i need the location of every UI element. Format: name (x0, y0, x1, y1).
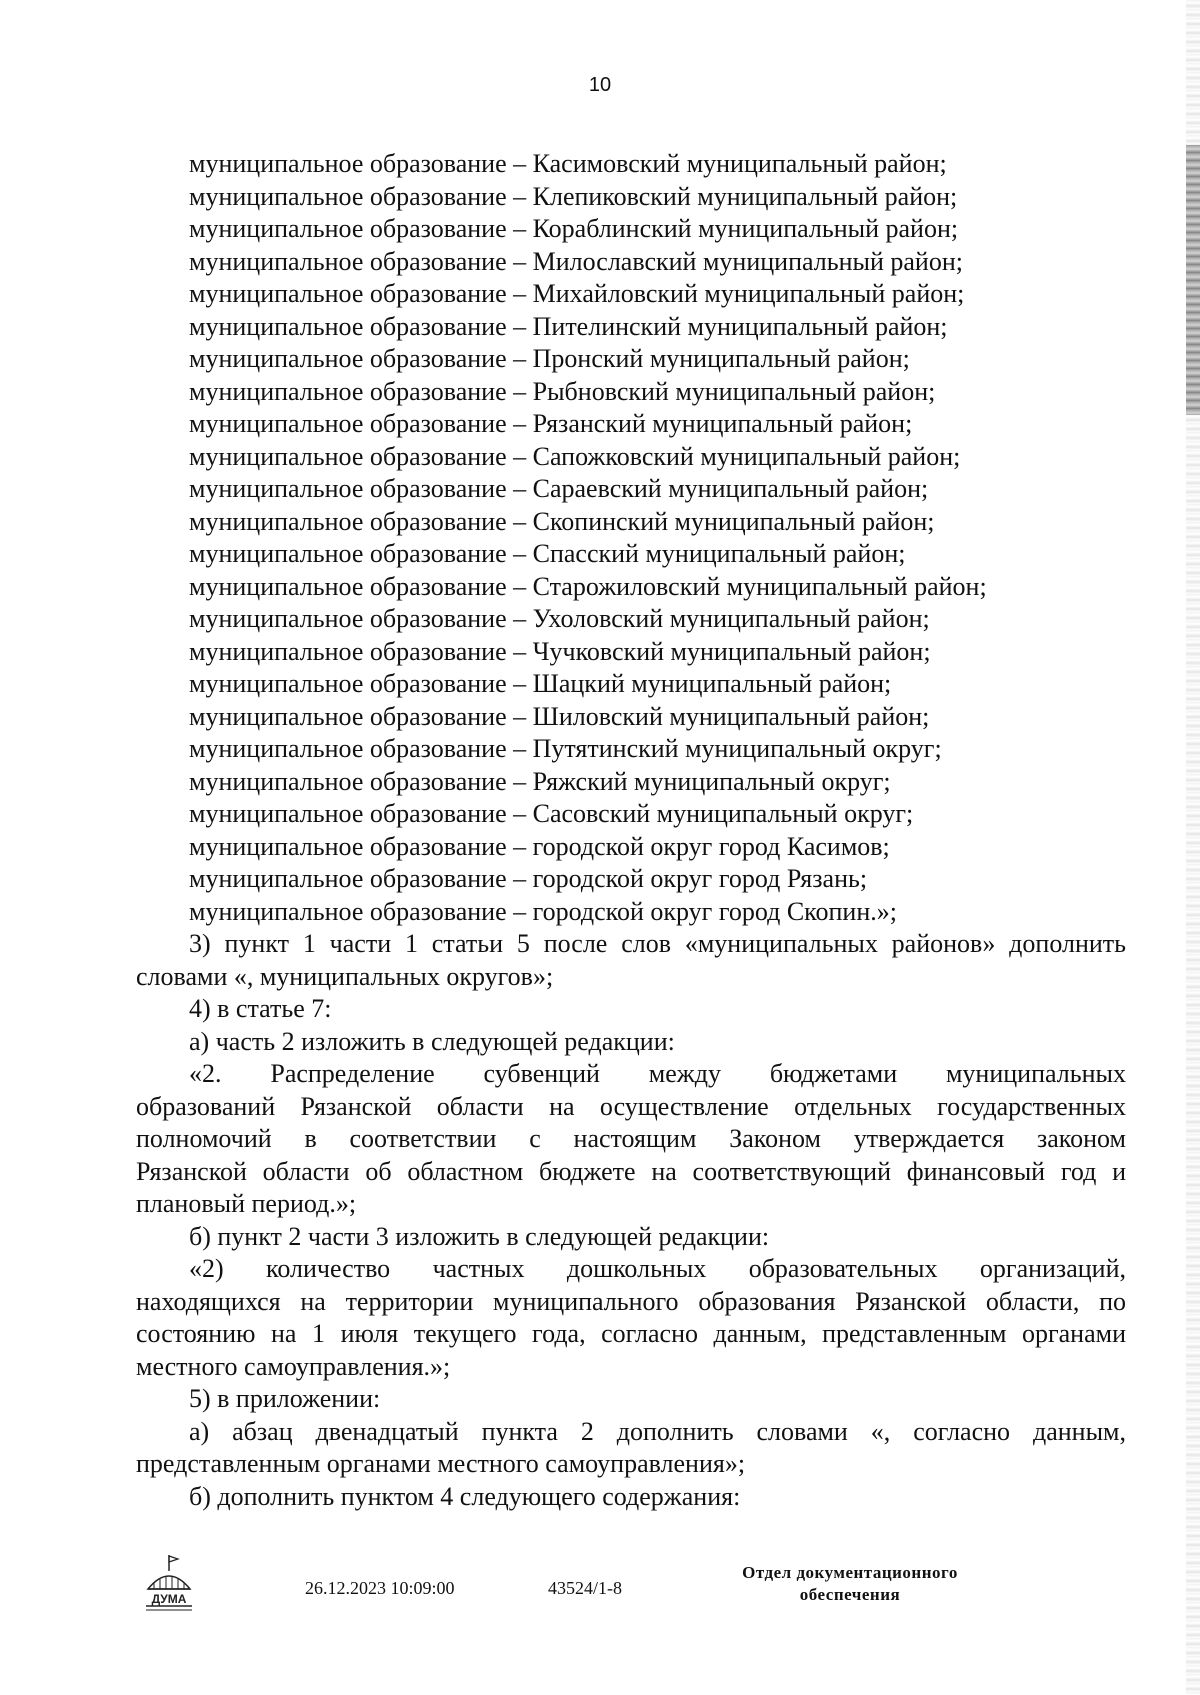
list-line: муниципальное образование – Пронский муниципальный район; (189, 344, 910, 373)
list-line: муниципальное образование – Сапожковский муниципальный район; (189, 441, 961, 471)
paragraph-2-line-3: полномочий в соответствии с настоящим Законом утверждается законом (136, 1124, 1126, 1153)
list-line: муниципальное образование – Клепиковский муниципальный район; (189, 181, 958, 211)
list-line: муниципальное образование – Рязанский муниципальный район; (189, 409, 913, 438)
list-line: муниципальное образование – Ухоловский муниципальный район; (189, 604, 930, 633)
item-3-line-2: словами «, муниципальных округов»; (136, 961, 554, 991)
footer-department-line-2: обеспечения (799, 1585, 901, 1604)
list-line: муниципальное образование – Ряжский муниципальный округ; (189, 766, 891, 796)
item-4: 4) в статье 7: (189, 994, 332, 1023)
list-line: муниципальное образование – Шацкий муниципальный район; (189, 669, 892, 698)
paragraph-b-line-1: «2) количество частных дошкольных образовательных организаций, (189, 1254, 1126, 1283)
item-5a-line-1: а) абзац двенадцатый пункта 2 дополнить словами «, согласно данным, (189, 1416, 1126, 1446)
list-line: муниципальное образование – Рыбновский муниципальный район; (189, 376, 936, 406)
list-line: муниципальное образование – городской округ город Касимов; (189, 831, 890, 861)
paragraph-2-line-1: «2. Распределение субвенций между бюджетами муниципальных (189, 1059, 1126, 1088)
page-number: 10 (588, 74, 612, 96)
list-line: муниципальное образование – Сасовский муниципальный округ; (189, 799, 914, 828)
list-line: муниципальное образование – Путятинский муниципальный округ; (189, 734, 942, 763)
paragraph-2-line-2: образований Рязанской области на осуществление отдельных государственных (136, 1091, 1126, 1121)
item-5: 5) в приложении: (189, 1384, 381, 1413)
list-line: муниципальное образование – городской округ город Скопин.»; (189, 896, 897, 926)
paragraph-b-line-2: находящихся на территории муниципального образования Рязанской области, по (136, 1286, 1126, 1316)
list-line: муниципальное образование – Милославский муниципальный район; (189, 246, 963, 276)
scan-edge-dark (1186, 145, 1200, 415)
list-line: муниципальное образование – Кораблинский муниципальный район; (189, 214, 959, 243)
list-line: муниципальное образование – Михайловский муниципальный район; (189, 279, 965, 308)
list-line: муниципальное образование – городской округ город Рязань; (189, 864, 868, 893)
item-4a: а) часть 2 изложить в следующей редакции: (189, 1026, 675, 1056)
list-line: муниципальное образование – Касимовский муниципальный район; (189, 149, 947, 178)
item-3-line-1: 3) пункт 1 части 1 статьи 5 после слов «муниципальных районов» дополнить (189, 929, 1126, 958)
footer-document-number: 43524/1-8 (548, 1578, 622, 1598)
paragraph-b-line-4: местного самоуправления.»; (136, 1351, 451, 1381)
list-line: муниципальное образование – Сараевский муниципальный район; (189, 474, 929, 503)
duma-logo-icon (140, 1553, 198, 1613)
list-line: муниципальное образование – Спасский муниципальный район; (189, 539, 906, 568)
document-body (136, 148, 1126, 1513)
list-line: муниципальное образование – Старожиловский муниципальный район; (189, 571, 987, 601)
paragraph-2-line-5: плановый период.»; (136, 1189, 357, 1218)
list-line: муниципальное образование – Чучковский муниципальный район; (189, 636, 931, 666)
item-5a-line-2: представленным органами местного самоуправления»; (136, 1449, 746, 1478)
item-4b: б) пункт 2 части 3 изложить в следующей редакции: (189, 1221, 770, 1251)
logo-text: ДУМА (151, 1592, 187, 1606)
paragraph-2-line-4: Рязанской области об областном бюджете на соответствующий финансовый год и (136, 1156, 1126, 1186)
list-line: муниципальное образование – Шиловский муниципальный район; (189, 701, 930, 731)
list-line: муниципальное образование – Скопинский муниципальный район; (189, 506, 935, 536)
paragraph-b-line-3: состоянию на 1 июля текущего года, согласно данным, представленным органами (136, 1319, 1126, 1348)
list-line: муниципальное образование – Пителинский муниципальный район; (189, 311, 948, 341)
footer-department-line-1: Отдел документационного (742, 1563, 958, 1582)
footer-department (700, 1562, 1000, 1606)
footer-date: 26.12.2023 10:09:00 (305, 1578, 455, 1598)
item-5b: б) дополнить пунктом 4 следующего содержания: (189, 1481, 741, 1511)
